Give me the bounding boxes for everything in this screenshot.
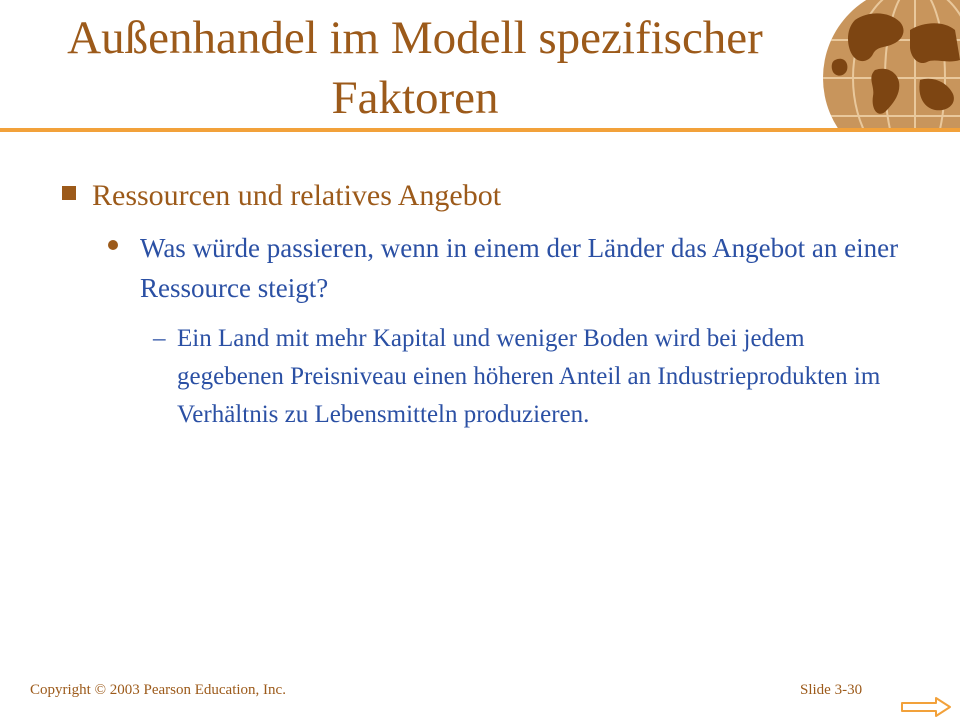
slide-title-line-1: Außenhandel im Modell spezifischer — [67, 12, 763, 64]
right-arrow-icon[interactable] — [900, 696, 952, 718]
globe-icon — [815, 0, 960, 132]
copyright-text: Copyright © 2003 Pearson Education, Inc. — [30, 682, 286, 698]
slide-number: Slide 3-30 — [800, 682, 863, 698]
bullet-level-2: Was würde passieren, wenn in einem der Länder das Angebot an einer Ressource steigt? — [140, 233, 899, 303]
bullet-level-1: Ressourcen und relatives Angebot — [92, 179, 502, 212]
slide-title-line-2: Faktoren — [331, 72, 499, 124]
slide-title — [0, 8, 830, 128]
square-bullet-icon — [62, 186, 76, 200]
title-divider — [0, 128, 960, 132]
round-bullet-icon — [108, 240, 118, 250]
dash-bullet: – — [153, 325, 166, 352]
bullet-level-3: Ein Land mit mehr Kapital und weniger Boden wird bei jedem gegebenen Preisniveau einen höheren Anteil an Industrieprodukten im Verhältnis zu Lebensmitteln produzieren. — [177, 325, 881, 428]
